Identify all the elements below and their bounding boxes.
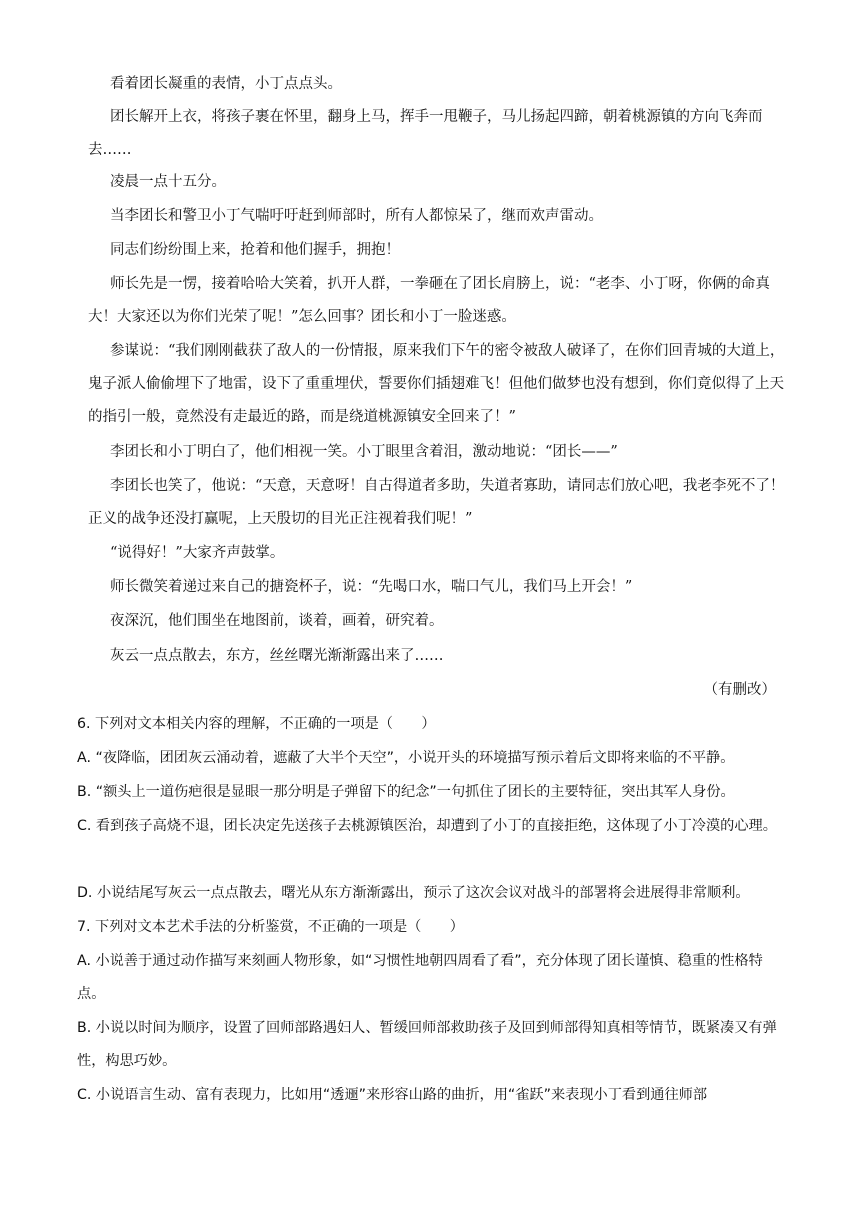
- story-paragraph: “说得好！”大家齐声鼓掌。: [110, 545, 285, 561]
- question-6-option-a: A. “夜降临，团团灰云涌动着，遮蔽了大半个天空”，小说开头的环境描写预示着后文即将来临的不平静。: [77, 750, 735, 766]
- story-paragraph: 参谋说：“我们刚刚截获了敌人的一份情报，原来我们下午的密令被敌人破译了，在你们回青城的大道上，鬼子派人偷偷埋下了地雷，设下了重重埋伏，誓要你们插翅难飞！但他们做梦也没有想到，你们竟似得了上天的指引一般，竟然没有走最近的路，而是绕道桃源镇安全回来了！”: [88, 343, 785, 425]
- question-6-option-b: B. “额头上一道伤疤很是显眼一那分明是子弹留下的纪念”一句抓住了团长的主要特征，突出其军人身份。: [77, 784, 735, 800]
- question-7-stem: 7. 下列对文本艺术手法的分析鉴赏，不正确的一项是（ ）: [77, 919, 464, 935]
- story-paragraph: 师长微笑着递过来自己的搪瓷杯子，说：“先喝口水，喘口气儿，我们马上开会！”: [110, 579, 633, 595]
- story-paragraph: 灰云一点点散去，东方，丝丝曙光渐渐露出来了……: [110, 648, 444, 664]
- question-6-option-c: C. 看到孩子高烧不退，团长决定先送孩子去桃源镇医治，却遭到了小丁的直接拒绝，这体现了小丁冷漠的心理。: [77, 818, 777, 834]
- story-paragraph: 看着团长凝重的表情，小丁点点头。: [110, 76, 342, 92]
- story-paragraph: 师长先是一愣，接着哈哈大笑着，扒开人群，一拳砸在了团长肩膀上，说：“老李、小丁呀，你俩的命真大！大家还以为你们光荣了呢！”怎么回事？团长和小丁一脸迷惑。: [88, 276, 770, 325]
- question-7-option-b: B. 小说以时间为顺序，设置了回师部路遇妇人、暂缓回师部救助孩子及回到师部得知真相等情节，既紧凑又有弹性，构思巧妙。: [77, 1020, 777, 1069]
- story-paragraph: 李团长和小丁明白了，他们相视一笑。小丁眼里含着泪，激动地说：“团长——”: [110, 444, 618, 460]
- story-paragraph: 团长解开上衣，将孩子裹在怀里，翻身上马，挥手一甩鞭子，马儿扬起四蹄，朝着桃源镇的方向飞奔而去……: [88, 109, 763, 158]
- question-6-option-d: D. 小说结尾写灰云一点点散去，曙光从东方渐渐露出，预示了这次会议对战斗的部署将会进展得非常顺利。: [77, 885, 750, 901]
- question-6-stem: 6. 下列对文本相关内容的理解，不正确的一项是（ ）: [77, 716, 436, 732]
- question-7-option-a: A. 小说善于通过动作描写来刻画人物形象，如“习惯性地朝四周看了看”，充分体现了团长谨慎、稳重的性格特点。: [77, 953, 763, 1002]
- story-paragraph: 李团长也笑了，他说：“天意，天意呀！自古得道者多助，失道者寡助，请同志们放心吧，我老李死不了！正义的战争还没打赢呢，上天殷切的目光正注视着我们呢！”: [88, 478, 785, 527]
- question-7-option-c: C. 小说语言生动、富有表现力，比如用“透逦”来形容山路的曲折，用“雀跃”来表现小丁看到通往师部: [77, 1087, 708, 1103]
- story-paragraph: 同志们纷纷围上来，抢着和他们握手，拥抱！: [110, 242, 400, 258]
- story-paragraph: 当李团长和警卫小丁气喘吁吁赶到师部时，所有人都惊呆了，继而欢声雷动。: [110, 208, 603, 224]
- story-paragraph: 凌晨一点十五分。: [110, 174, 226, 190]
- source-note: （有删改）: [703, 682, 776, 698]
- story-paragraph: 夜深沉，他们围坐在地图前，谈着，画着，研究着。: [110, 613, 444, 629]
